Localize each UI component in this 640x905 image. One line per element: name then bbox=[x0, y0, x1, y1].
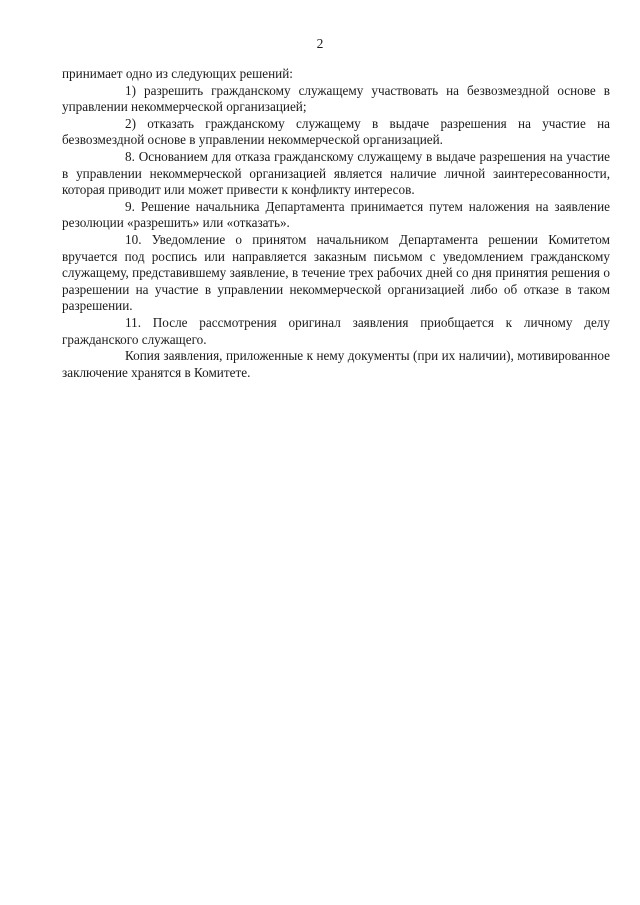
paragraph-option-1: 1) разрешить гражданскому служащему участвовать на безвозмездной основе в управлении некоммерческой организацией; bbox=[62, 82, 610, 115]
paragraph-clause-11: 11. После рассмотрения оригинал заявления приобщается к личному делу гражданского служащего. bbox=[62, 314, 610, 347]
paragraph-continuation: принимает одно из следующих решений: bbox=[62, 66, 293, 81]
page-number: 2 bbox=[316, 36, 324, 51]
paragraph-copy-storage: Копия заявления, приложенные к нему документы (при их наличии), мотивированное заключение хранятся в Комитете. bbox=[62, 348, 610, 380]
paragraph-clause-9: 9. Решение начальника Департамента принимается путем наложения на заявление резолюции «разрешить» или «отказать». bbox=[62, 198, 610, 231]
paragraph-option-2: 2) отказать гражданскому служащему в выдаче разрешения на участие на безвозмездной основе в управлении некоммерческой организацией. bbox=[62, 115, 610, 148]
paragraph-clause-8: 8. Основанием для отказа гражданскому служащему в выдаче разрешения на участие в управлении некоммерческой организацией является наличие личной заинтересованности, которая приводит или может привести к конфликту интересов. bbox=[62, 148, 610, 198]
paragraph-clause-10: 10. Уведомление о принятом начальником Департамента решении Комитетом вручается под роспись или направляется заказным письмом с уведомлением гражданскому служащему, представившему заявление, в течение трех рабочих дней со дня принятия решения о разрешении на участие в управлении некоммерческой организацией либо об отказе в таком разрешении. bbox=[62, 231, 610, 314]
document-body bbox=[62, 66, 610, 381]
